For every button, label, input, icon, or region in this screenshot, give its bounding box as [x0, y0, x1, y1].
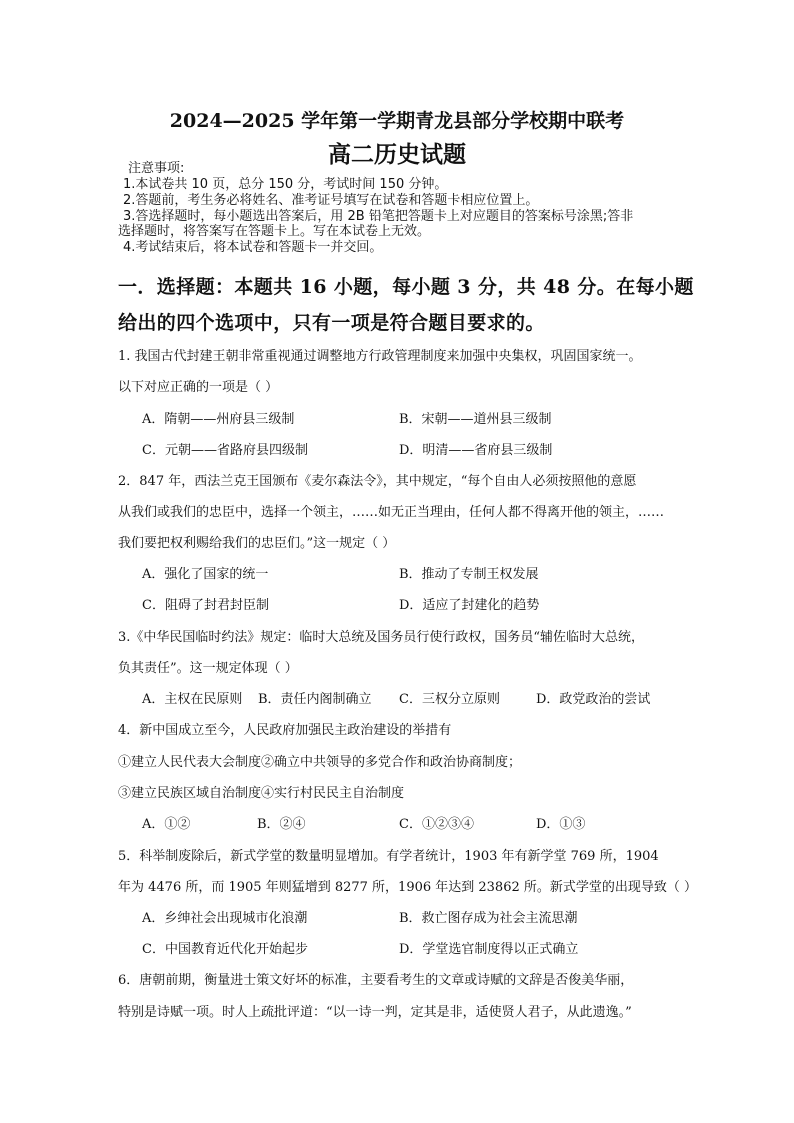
question-3-option-d: D．政党政治的尝试 — [536, 692, 651, 707]
question-1-stem: 以下对应正确的一项是（ ） — [118, 380, 279, 395]
question-3-stem: 3.《中华民国临时约法》规定：临时大总统及国务员行使行政权，国务员“辅佐临时大总统， — [118, 630, 645, 645]
section-heading-line1: 一．选择题：本题共 16 小题，每小题 3 分，共 48 分。在每小题 — [118, 276, 694, 298]
section-heading-line2: 给出的四个选项中，只有一项是符合题目要求的。 — [118, 312, 545, 334]
question-4-option-c: C．①②③④ — [399, 817, 474, 832]
question-3-option-a: A．主权在民原则 — [142, 692, 243, 707]
question-1-stem: 1. 我国古代封建王朝非常重视通过调整地方行政管理制度来加强中央集权，巩固国家统一。 — [118, 349, 642, 364]
question-1-option-b: B．宋朝——道州县三级制 — [399, 412, 552, 427]
notice-item: 选择题时，将答案写在答题卡上。写在本试卷上无效。 — [118, 224, 431, 239]
question-3-stem: 负其责任”。这一规定体现（ ） — [118, 661, 298, 676]
question-2-option-b: B．推动了专制王权发展 — [399, 567, 539, 582]
question-4-option-d: D．①③ — [536, 817, 586, 832]
question-3-option-c: C．三权分立原则 — [399, 692, 500, 707]
question-5-stem: 年为 4476 所，而 1905 年则猛增到 8277 所，1906 年达到 23862 所。新式学堂的出现导致（ ） — [118, 880, 698, 895]
question-6-stem: 特别是诗赋一项。时人上疏批评道：“以一诗一判，定其是非，适使贤人君子，从此遗逸。” — [118, 1005, 632, 1020]
question-2-stem: 从我们或我们的忠臣中，选择一个领主，……如无正当理由，任何人都不得离开他的领主，…… — [118, 505, 665, 520]
question-4-stem: ③建立民族区域自治制度④实行村民民主自治制度 — [118, 786, 405, 801]
question-2-stem: 我们要把权利赐给我们的忠臣们。”这一规定（ ） — [118, 536, 396, 551]
question-3-option-b: B．责任内阁制确立 — [258, 692, 372, 707]
exam-subtitle: 高二历史试题 — [328, 141, 466, 168]
question-5-option-d: D．学堂选官制度得以正式确立 — [399, 942, 579, 957]
question-5-stem: 5．科举制废除后，新式学堂的数量明显增加。有学者统计，1903 年有新学堂 769 所，1904 — [118, 849, 659, 864]
question-2-option-d: D．适应了封建化的趋势 — [399, 598, 540, 613]
exam-title: 2024—2025 学年第一学期青龙县部分学校期中联考 — [169, 110, 625, 132]
question-1-option-a: A．隋朝——州府县三级制 — [142, 412, 295, 427]
question-1-option-d: D．明清——省府县三级制 — [399, 443, 553, 458]
question-5-option-a: A．乡绅社会出现城市化浪潮 — [142, 911, 308, 926]
notice-item: 4.考试结束后，将本试卷和答题卡一并交回。 — [123, 240, 383, 255]
question-2-stem: 2．847 年，西法兰克王国颁布《麦尔森法令》，其中规定，“每个自由人必须按照他的意愿 — [118, 474, 637, 489]
notice-item: 3.答选择题时，每小题选出答案后，用 2B 铅笔把答题卡上对应题目的答案标号涂黑;答非 — [123, 209, 634, 224]
question-6-stem: 6．唐朝前期，衡量进士策文好坏的标准，主要看考生的文章或诗赋的文辞是否俊美华丽， — [118, 973, 634, 988]
question-4-stem: ①建立人民代表大会制度②确立中共领导的多党合作和政治协商制度； — [118, 755, 522, 770]
question-5-option-b: B．救亡图存成为社会主流思潮 — [399, 911, 578, 926]
notice-item: 2.答题前，考生务必将姓名、准考证号填写在试卷和答题卡相应位置上。 — [123, 193, 539, 208]
question-2-option-a: A．强化了国家的统一 — [142, 567, 269, 582]
question-1-option-c: C．元朝——省路府县四级制 — [142, 443, 308, 458]
question-4-stem: 4．新中国成立至今，人民政府加强民主政治建设的举措有 — [118, 723, 452, 738]
question-4-option-a: A．①② — [142, 817, 191, 832]
question-4-option-b: B．②④ — [257, 817, 306, 832]
notice-heading: 注意事项: — [128, 161, 185, 176]
question-2-option-c: C．阻碍了封君封臣制 — [142, 598, 269, 613]
notice-item: 1.本试卷共 10 页，总分 150 分，考试时间 150 分钟。 — [123, 177, 448, 192]
question-5-option-c: C．中国教育近代化开始起步 — [142, 942, 308, 957]
